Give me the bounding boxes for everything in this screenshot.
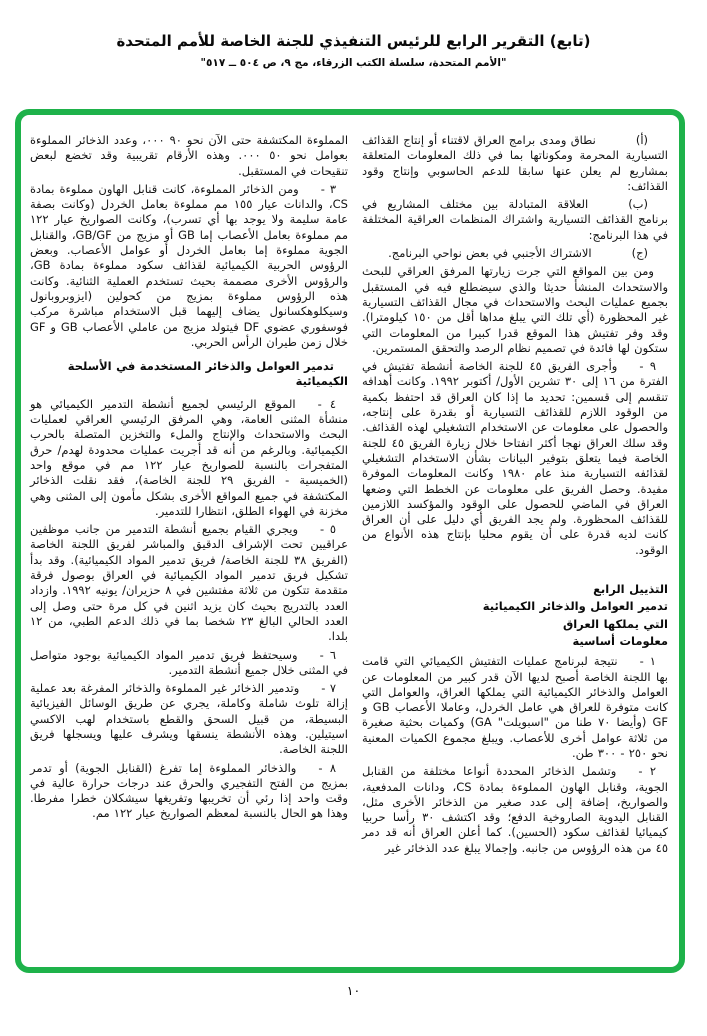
paragraph-6-number: ٦ - <box>319 647 337 662</box>
section-heading-destruction: تدمير العوامل والذخائر المستخدمة في الأسلحة الكيميائية <box>67 359 348 389</box>
paragraph-8-text: والذخائر المملوءة إما تفرغ (القنابل الجوية) أو تدمر بمزيج من الفتح التفجيري والحرق عند درجات حرارة عالية في وقت واحد إذا رئي أن تخريبها وتفريغها سيشكلان خطرا مفرطا. وهذا هو الحال بالنسبة لمعظم الصواريخ عيار ١٢٢ مم. <box>30 760 348 821</box>
appendix-title-line1: التذييل الرابع <box>593 582 668 597</box>
paragraph-2 <box>362 764 668 856</box>
list-item-c <box>362 246 668 261</box>
paragraph-5-text: ويجري القيام بجميع أنشطة التدمير من جانب موظفين عراقيين تحت الإشراف الدقيق والمباشر لفريق اللجنة الخاصة (الفريق ٣٨ للجنة الخاصة/ فريق تدمير المواد الكيميائية). وقد بدأ تشكيل فريق تدمير المواد الكيميائية في العراق بوصول فرقة متقدمة تتكون من ثلاثة مفتشين في ٨ حزيران/ يونيه ١٩٩٢. وازداد العدد بالتدريج بحيث كان يزيد اثنين في كل مرة حتى وصل إلى العدد الحالي البالغ ٢٣ شخصا بما في ذلك الدعم الطبي، من ١٢ بلدا. <box>30 522 348 644</box>
column-left <box>30 133 348 825</box>
paragraph-2-number: ٢ - <box>638 764 656 779</box>
paragraph-1 <box>362 654 668 761</box>
item-b-label: (ب) <box>628 197 648 212</box>
appendix-heading-block <box>362 582 668 649</box>
paragraph-4 <box>30 397 348 519</box>
item-b-text: العلاقة المتبادلة بين مختلف المشاريع في برنامج القذائف التسيارية واشتراك المنظمات العراقية المختلفة في هذا البرنامج: <box>362 197 668 242</box>
paragraph-4-number: ٤ - <box>317 396 336 411</box>
paragraph-9 <box>362 359 668 558</box>
document-source-citation: "الأمم المتحدة، سلسلة الكتب الزرقاء، مج ٩، ص ٥٠٤ ــ ٥١٧" <box>200 57 507 69</box>
paragraph-sites: ومن بين المواقع التي جرت زيارتها المرفق العراقي للبحث والاستحداث المنشأ حديثا والذي سيضطلع فيه في المستقبل بجميع عمليات البحث والاستحداث في مجال القذائف التسيارية غير المحظورة (أي تلك التي يبلغ مداها أقل من ١٥٠ كيلومترا). وقد وفر تفتيش هذا الموقع قدرا كبيرا من المعلومات التي ستكون لها فائدة في تصميم نظام الرصد والتحقق المستمرين. <box>362 264 668 355</box>
document-title: (تابع) التقرير الرابع للرئيس التنفيذي للجنة الخاصة للأمم المتحدة <box>116 32 591 50</box>
appendix-title-line2: تدمير العوامل والذخائر الكيميائية <box>482 599 668 614</box>
item-a-label: (أ) <box>635 133 648 147</box>
item-c-label: (ج) <box>631 246 648 261</box>
paragraph-6-text: وسيحتفظ فريق تدمير المواد الكيميائية بوجود متواصل في المثنى خلال جميع أنشطة التدمير. <box>30 647 348 677</box>
paragraph-7 <box>30 681 348 757</box>
paragraph-5-number: ٥ - <box>320 522 336 537</box>
paragraph-9-text: وأجرى الفريق ٤٥ للجنة الخاصة أنشطة تفتيش في الفترة من ١٦ إلى ٣٠ تشرين الأول/ أكتوبر ١٩٩٢. وكانت أهدافه تنقسم إلى قسمين: تحديد ما إذا كان العراق قد احتفظ بكمية من الوقود اللازم للقذائف التسيارية أو بقدرة على إنتاجه، والحصول على معلومات عن الاستخدام التشغيلي لهذه القذائف. وقد سلك العراق نهجا أكثر انفتاحا خلال زيارة الفريق ٤٥ للجنة الخاصة فيما يتعلق بتوفير البيانات بشأن الاستخدام التشغيلي لقذائفه التسيارية منذ عام ١٩٨٠ وكانت المعلومات الموفرة مفيدة. وحصل الفريق على معلومات عن الخطط التي وضعها العراق في الماضي للحصول على الوقود والمؤكسد اللازمين للقذائف المحظورة. ولم يجد الفريق أي دليل على أن العراق كانت لديه قدرة على أن يقوم محليا بإنتاج هذه الأنواع من الوقود. <box>362 359 668 557</box>
item-a-text: نطاق ومدى برامج العراق لاقتناء أو إنتاج القذائف التسيارية المحرمة ومكوناتها بما في ذلك المعلومات المتعلقة بمشاريع لم يعلن عنها سابقا للدعم الحاسوبي وإنتاج وقود القذائف: <box>362 133 668 193</box>
list-item-b <box>362 197 668 243</box>
list-item-a <box>362 133 668 194</box>
column-right <box>362 133 668 859</box>
paragraph-8-number: ٨ - <box>318 760 336 775</box>
page-number: ١٠ <box>346 983 361 998</box>
paragraph-3 <box>30 182 348 350</box>
paragraph-continuation: المملوءة المكتشفة حتى الآن نحو ٩٠ ٠٠٠، وعدد الذخائر المملوءة بعوامل نحو ٥٠ ٠٠٠. وهذه الأرقام تقريبية وقد تخضع لبعض تنقيحات في المستقبل. <box>30 133 349 178</box>
paragraph-1-number: ١ - <box>639 654 656 669</box>
paragraph-4-text: الموقع الرئيسي لجميع أنشطة التدمير الكيميائي هو منشأة المثنى العامة، وهي المرفق الرئيسي العراقي لعمليات البحث والاستحداث والإنتاج والملء والتخزين المتصلة بالحرب الكيميائية. وبالرغم من أنه قد أجريت عمليات محدودة لهدم/ حرق المتفجرات بالنسبة للصواريخ عيار ١٢٢ مم في موقع واحد (الخميسية - الفريق ٢٩ للجنة الخاصة)، فقد نقلت الذخائر المكتشفة في جميع المواقع الأخرى بشكل مأمون إلى المثنى وهي مخزنة في الهواء الطلق، انتظارا للتدمير. <box>30 396 348 518</box>
paragraph-3-text: ومن الذخائر المملوءة، كانت قنابل الهاون مملوءة بمادة CS، والدانات عيار ١٥٥ مم مملوءة بعامل الخردل (وكانت بصفة عامة سليمة ولا يوجد بها أي تسرب)، وكانت الصواريخ عيار ١٢٢ مم مملوءة بعامل الأعصاب إما GB أو مزيج من GB/GF، والقنابل الجوية مملوءة إما بعامل الخردل أو عوامل الأعصاب. وبعض الرؤوس الحربية الكيميائية لقذائف سكود مملوءة بمادة GB، والرؤوس الأخرى مصممة بحيث تستخدم العملية الثنائية. وكانت هذه الرؤوس مملوءة بمزيج من كحولين (ايزوبروبانول وسيكلوهكسانول يضاف إليهما قبل الاستخدام مباشرة مركب فوسفوري عضوي DF فيتولد مزيج من عاملي الأعصاب GB و GF خلال زمن طيران الرأس الحربي. <box>30 181 348 349</box>
appendix-title-line3: التي يملكها العراق <box>562 616 668 631</box>
item-c-text: الاشتراك الأجنبي في بعض نواحي البرنامج. <box>388 246 592 261</box>
paragraph-6 <box>30 648 348 679</box>
paragraph-5 <box>30 522 348 644</box>
paragraph-3-number: ٣ - <box>320 181 337 196</box>
paragraph-8 <box>30 761 348 822</box>
paragraph-7-number: ٧ - <box>321 681 336 696</box>
paragraph-2-text: وتشمل الذخائر المحددة أنواعا مختلفة من القنابل الجوية، وقنابل الهاون المملوءة بمادة CS، ودانات المدفعية، والصواريخ، إضافة إلى عدد صغير من الذخائر الأخرى مثل، القنابل اليدوية الصاروخية الدفع؛ وقد اكتشف ٣٠ رأسا حربيا كيميائيا لقذائف سكود (الحسين). كما أعلن العراق أنه قد دمر ٤٥ من هذه الرؤوس من جانبه. وإجمالا يبلغ عدد الذخائر غير <box>362 764 668 855</box>
paragraph-1-text: نتيجة لبرنامج عمليات التفتيش الكيميائي التي قامت بها اللجنة الخاصة أصبح لديها الآن قدر كبير من المعلومات عن العوامل والذخائر الكيميائية التي يملكها العراق، والعوامل التي كانت متوفرة للعراق هي عامل الخردل، وعاملا الأعصاب GB و GF (وأيضا ٧٠ طنا من "اسبويلت" GA) وكميات بحثية صغيرة من ثلاثة عوامل أخرى للأعصاب. ويبلغ مجموع الكميات المعنية نحو ٢٥٠ - ٣٠٠ طن. <box>362 654 668 760</box>
page-header <box>0 32 707 69</box>
appendix-subtitle-basic-info: معلومات أساسية <box>572 633 668 648</box>
paragraph-7-text: وتدمير الذخائر غير المملوءة والذخائر المفرغة بعد عملية إزالة تلوث شاملة وكاملة، يجري عن طريق الوسائل الفيزيائية البسيطة، من قبيل السحق والقطع باستخدام لهب الاكسي اسيتيلين. وهذه الأنشطة ينسقها ويشرف عليها ويسجلها فريق اللجنة الخاصة. <box>30 681 348 757</box>
paragraph-9-number: ٩ - <box>639 359 656 374</box>
